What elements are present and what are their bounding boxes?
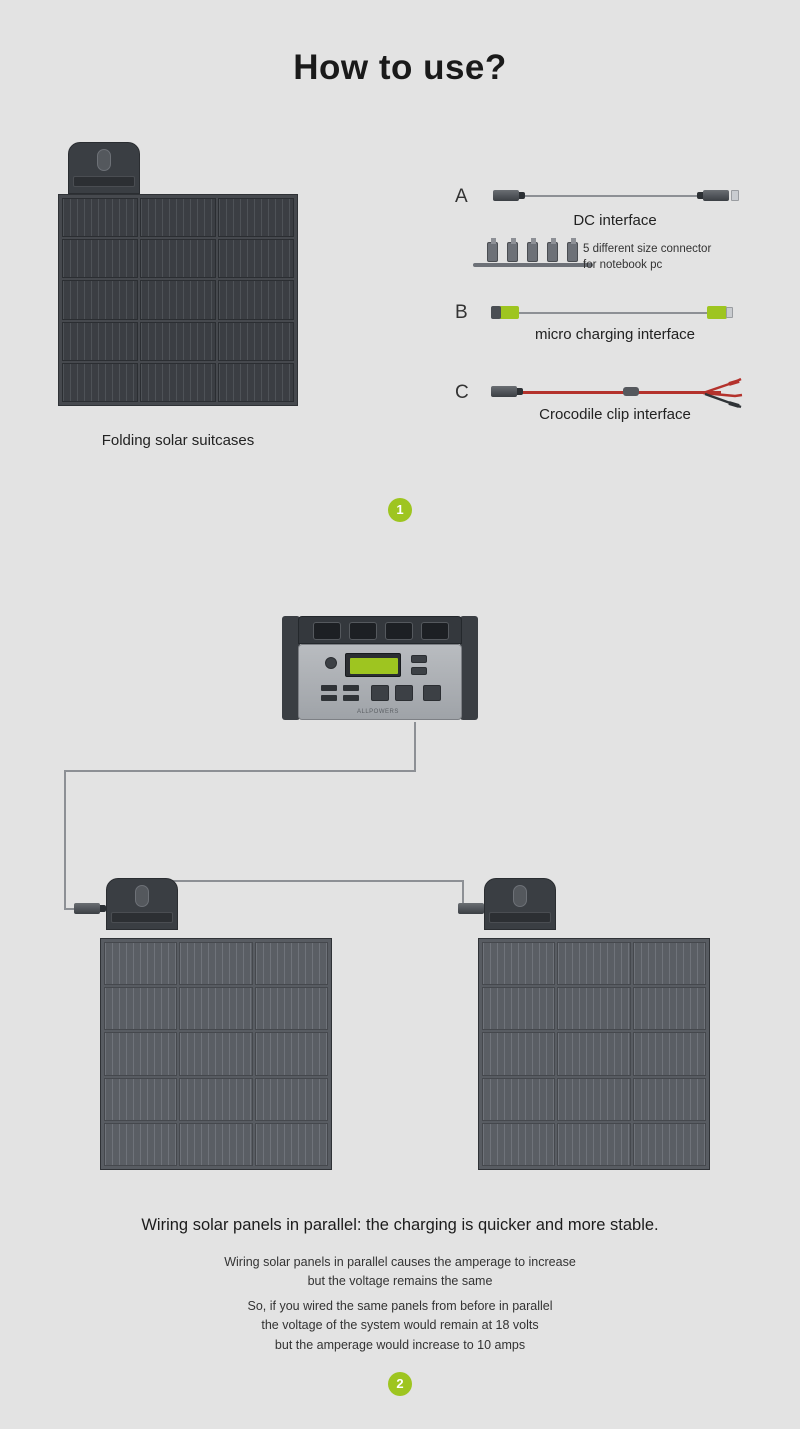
portable-power-station [280, 608, 480, 728]
panel1-connector-plug-icon [74, 903, 100, 914]
solar-cell [140, 239, 216, 278]
dc-output-button[interactable] [371, 685, 389, 701]
solar-cell [179, 1123, 252, 1166]
solar-cell [557, 942, 630, 985]
folding-solar-suitcase-left [100, 878, 332, 1174]
solar-cell [62, 322, 138, 361]
solar-cell [140, 280, 216, 319]
panel-strap [73, 176, 135, 187]
panel-carry-head [484, 878, 556, 930]
solar-cell [633, 942, 706, 985]
usb-port[interactable] [343, 695, 359, 701]
station-top-panel [298, 616, 462, 644]
solar-cell [140, 363, 216, 402]
solar-cell [218, 239, 294, 278]
connector-letter-b: B [455, 302, 468, 323]
page-title: How to use? [293, 48, 507, 87]
solar-cell [104, 1123, 177, 1166]
solar-cell [218, 280, 294, 319]
step-badge-2: 2 [388, 1372, 412, 1396]
parallel-wiring-paragraph-2 [0, 1297, 800, 1355]
display-readout [350, 658, 398, 674]
notebook-tip [527, 242, 538, 262]
station-handle-right [460, 616, 478, 720]
parallel-wiring-paragraph-1 [0, 1253, 800, 1292]
solar-cell [255, 1123, 328, 1166]
station-front-face [298, 644, 462, 720]
solar-cell [557, 1123, 630, 1166]
notebook-tip [547, 242, 558, 262]
paragraph2-line1: So, if you wired the same panels from before in parallel [247, 1299, 553, 1313]
cable-left-down [64, 770, 66, 910]
connector-note-a [583, 242, 753, 273]
solar-cell [557, 987, 630, 1030]
micro-plug-left-icon [499, 306, 519, 319]
panel-strap [489, 912, 551, 923]
ac-outlet [313, 622, 341, 640]
panel-handle-icon [97, 149, 111, 171]
solar-cell [104, 1032, 177, 1075]
panel-carry-head [106, 878, 178, 930]
connector-note-a-line1: 5 different size connector [583, 243, 712, 255]
solar-cell [179, 1032, 252, 1075]
panel-handle-icon [513, 885, 527, 907]
micro-charging-cable [515, 312, 727, 314]
cable-station-to-junction-vertical [414, 722, 416, 772]
solar-cell [633, 1032, 706, 1075]
connector-label-c: Crocodile clip interface [539, 406, 691, 423]
dc-plug-right-icon [703, 190, 729, 201]
solar-cell [255, 942, 328, 985]
solar-cell [140, 322, 216, 361]
connector-letter-a: A [455, 186, 468, 207]
notebook-tip [487, 242, 498, 262]
solar-cell [218, 322, 294, 361]
ac-output-button[interactable] [395, 685, 413, 701]
usb-port[interactable] [343, 685, 359, 691]
station-display [345, 653, 401, 677]
micro-tip-right [726, 307, 733, 318]
step-badge-1: 1 [388, 498, 412, 522]
solar-cell [482, 1123, 555, 1166]
connector-note-a-line2: for notebook pc [583, 258, 663, 271]
solar-cell [218, 198, 294, 237]
solar-cell [140, 198, 216, 237]
solar-cell [104, 987, 177, 1030]
panel-handle-icon [135, 885, 149, 907]
ac-outlet [421, 622, 449, 640]
power-button[interactable] [325, 657, 337, 669]
solar-cell [62, 198, 138, 237]
solar-cell [482, 1078, 555, 1121]
usb-port[interactable] [321, 685, 337, 691]
usb-port[interactable] [321, 695, 337, 701]
solar-cell [557, 1032, 630, 1075]
input-port[interactable] [423, 685, 441, 701]
solar-cell [179, 942, 252, 985]
paragraph1-line2: but the voltage remains the same [307, 1274, 493, 1289]
solar-cell [557, 1078, 630, 1121]
tip-tray [473, 263, 593, 267]
panel-cell-grid [478, 938, 710, 1170]
inline-junction [623, 387, 639, 396]
solar-cell [633, 987, 706, 1030]
ac-outlet [385, 622, 413, 640]
crocodile-clip-icon [701, 376, 743, 410]
ac-outlet [349, 622, 377, 640]
solar-cell [255, 1032, 328, 1075]
connector-group-c [455, 378, 755, 428]
solar-cell [62, 239, 138, 278]
solar-cell [633, 1078, 706, 1121]
paragraph1-line1: Wiring solar panels in parallel causes the amperage to increase [224, 1255, 576, 1269]
dc-plug-left-icon [493, 190, 519, 201]
connector-letter-c: C [455, 382, 469, 403]
solar-cell [218, 363, 294, 402]
solar-cell [104, 1078, 177, 1121]
mode-button[interactable] [411, 655, 427, 663]
panel-carry-head [68, 142, 140, 194]
connector-label-a: DC interface [573, 212, 657, 229]
solar-cell [633, 1123, 706, 1166]
solar-cell [255, 987, 328, 1030]
solar-cell [179, 1078, 252, 1121]
crocodile-dc-plug-icon [491, 386, 517, 397]
paragraph2-line2: the voltage of the system would remain at 18 volts [261, 1318, 539, 1333]
solar-cell [482, 987, 555, 1030]
connector-label-b: micro charging interface [534, 326, 696, 343]
dc-tip-right [731, 190, 739, 201]
folding-solar-suitcase-right [478, 878, 710, 1174]
micro-plug-left-body [491, 306, 501, 319]
panel-caption: Folding solar suitcases [101, 432, 255, 449]
cable-junction-horizontal [64, 770, 416, 772]
micro-plug-right-icon [707, 306, 727, 319]
solar-cell [482, 942, 555, 985]
solar-cell [179, 987, 252, 1030]
notebook-tip [567, 242, 578, 262]
station-brand-label: ALLPOWERS [357, 709, 399, 715]
folding-solar-suitcase-step1 [58, 142, 298, 449]
mode-button[interactable] [411, 667, 427, 675]
paragraph2-line3: but the amperage would increase to 10 amps [274, 1337, 526, 1352]
connector-group-b [455, 298, 755, 348]
panel-cell-grid [100, 938, 332, 1170]
parallel-wiring-headline: Wiring solar panels in parallel: the charging is quicker and more stable. [141, 1216, 659, 1234]
solar-cell [255, 1078, 328, 1121]
solar-cell [62, 363, 138, 402]
solar-cell [104, 942, 177, 985]
connector-group-a [455, 180, 755, 270]
panel-cell-grid [58, 194, 298, 406]
crocodile-cable [513, 391, 721, 394]
solar-cell [482, 1032, 555, 1075]
solar-cell [62, 280, 138, 319]
notebook-tip [507, 242, 518, 262]
panel-strap [111, 912, 173, 923]
